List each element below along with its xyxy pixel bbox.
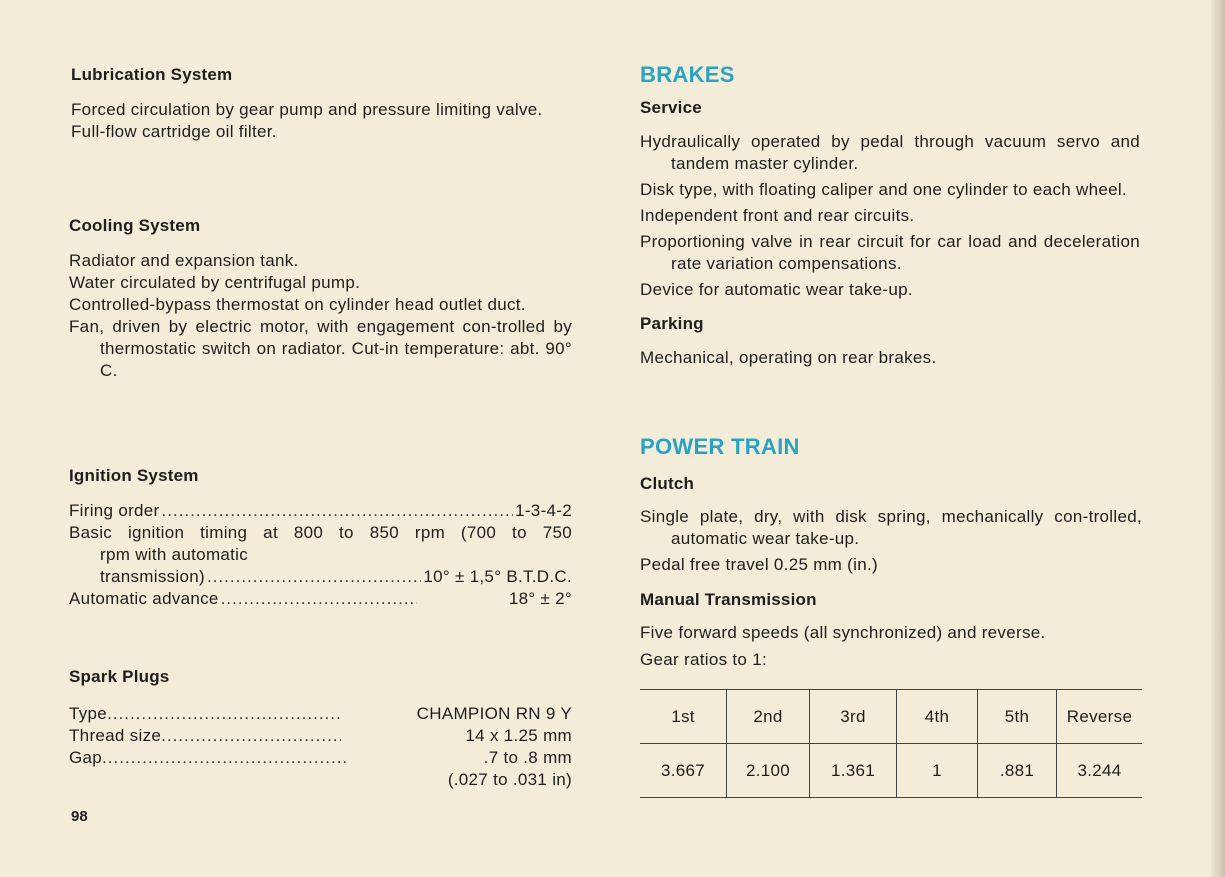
spark-type-label: Type [69,704,108,723]
cooling-line: Fan, driven by electric motor, with engagement con-trolled by thermostatic switch on radiator. Cut-in temperature: abt. 90° C. [69,317,572,380]
power-train-section [640,434,1142,671]
cooling-line: Controlled-bypass thermostat on cylinder head outlet duct. [69,295,526,314]
cooling-section [69,216,572,382]
ignition-section [69,466,572,610]
gear-header: 1st [640,690,727,744]
gear-header: 5th [978,690,1057,744]
lubrication-section [71,65,574,143]
advance-row [69,588,572,610]
page-edge [1211,0,1225,877]
thread-size-row [69,725,572,747]
gear-ratio-header-row [640,690,1142,744]
service-line: Device for automatic wear take-up. [640,280,913,299]
parking-line: Mechanical, operating on rear brakes. [640,348,937,367]
leader-dots [102,747,348,769]
lubrication-heading: Lubrication System [71,65,233,84]
gear-ratio-value: 1 [897,744,978,798]
gear-ratio-value-row [640,744,1142,798]
manual-transmission-heading: Manual Transmission [640,590,817,609]
gap-row [69,747,572,769]
leader-dots [207,566,421,588]
clutch-line: Pedal free travel 0.25 mm (in.) [640,555,878,574]
brakes-title: BRAKES [640,62,735,87]
leader-dots [161,725,341,747]
gear-ratio-value: 3.244 [1057,744,1143,798]
lubrication-line: Full-flow cartridge oil filter. [71,122,277,141]
firing-order-label: Firing order [69,501,160,520]
firing-order-value: 1-3-4-2 [515,501,572,520]
gear-ratio-table [640,689,1142,798]
cooling-line: Water circulated by centrifugal pump. [69,273,361,292]
service-line: Disk type, with floating caliper and one cylinder to each wheel. [640,180,1127,199]
ignition-heading: Ignition System [69,466,199,485]
timing-label: Basic ignition timing at 800 to 850 rpm (700 to 750 [69,523,572,542]
leader-dots [221,588,417,610]
gear-header: Reverse [1057,690,1143,744]
timing-value: 10° ± 1,5° B.T.D.C. [423,567,572,586]
service-heading: Service [640,98,702,117]
gear-header: 3rd [810,690,897,744]
lubrication-line: Forced circulation by gear pump and pressure limiting valve. [71,100,543,119]
gap-value: .7 to .8 mm [483,748,572,767]
spark-type-row [69,703,572,725]
timing-row [69,566,572,588]
spark-plugs-heading: Spark Plugs [69,667,170,686]
thread-size-label: Thread size [69,726,162,745]
parking-heading: Parking [640,314,704,333]
advance-label: Automatic advance [69,589,219,608]
cooling-line: Radiator and expansion tank. [69,251,299,270]
firing-order-row [69,500,572,522]
spark-type-value: CHAMPION RN 9 Y [416,704,572,723]
gear-ratio-value: 2.100 [727,744,810,798]
timing-label-cont: rpm with automatic [100,545,249,564]
power-train-title: POWER TRAIN [640,434,800,459]
gear-ratio-value: 3.667 [640,744,727,798]
gap-label: Gap [69,748,103,767]
gear-header: 4th [897,690,978,744]
leader-dots [107,703,343,725]
thread-size-value: 14 x 1.25 mm [465,726,572,745]
gap-value-in: (.027 to .031 in) [447,770,572,789]
service-line: Independent front and rear circuits. [640,206,915,225]
spark-plugs-section [69,667,572,791]
timing-label-end: transmission) [100,567,205,586]
brakes-section [640,62,1140,369]
advance-value: 18° ± 2° [508,589,572,608]
clutch-heading: Clutch [640,474,695,493]
cooling-heading: Cooling System [69,216,201,235]
gear-header: 2nd [727,690,810,744]
gap-inch-row [69,769,572,791]
page-number: 98 [71,808,88,825]
manual-line: Five forward speeds (all synchronized) and reverse. [640,623,1046,642]
manual-line: Gear ratios to 1: [640,650,767,669]
gear-ratio-value: 1.361 [810,744,897,798]
service-line: Proportioning valve in rear circuit for car load and deceleration rate variation compensations. [640,232,1140,273]
gear-ratio-value: .881 [978,744,1057,798]
clutch-line: Single plate, dry, with disk spring, mechanically con-trolled, automatic wear take-up. [640,507,1142,548]
service-line: Hydraulically operated by pedal through vacuum servo and tandem master cylinder. [640,132,1140,173]
leader-dots [162,500,514,522]
